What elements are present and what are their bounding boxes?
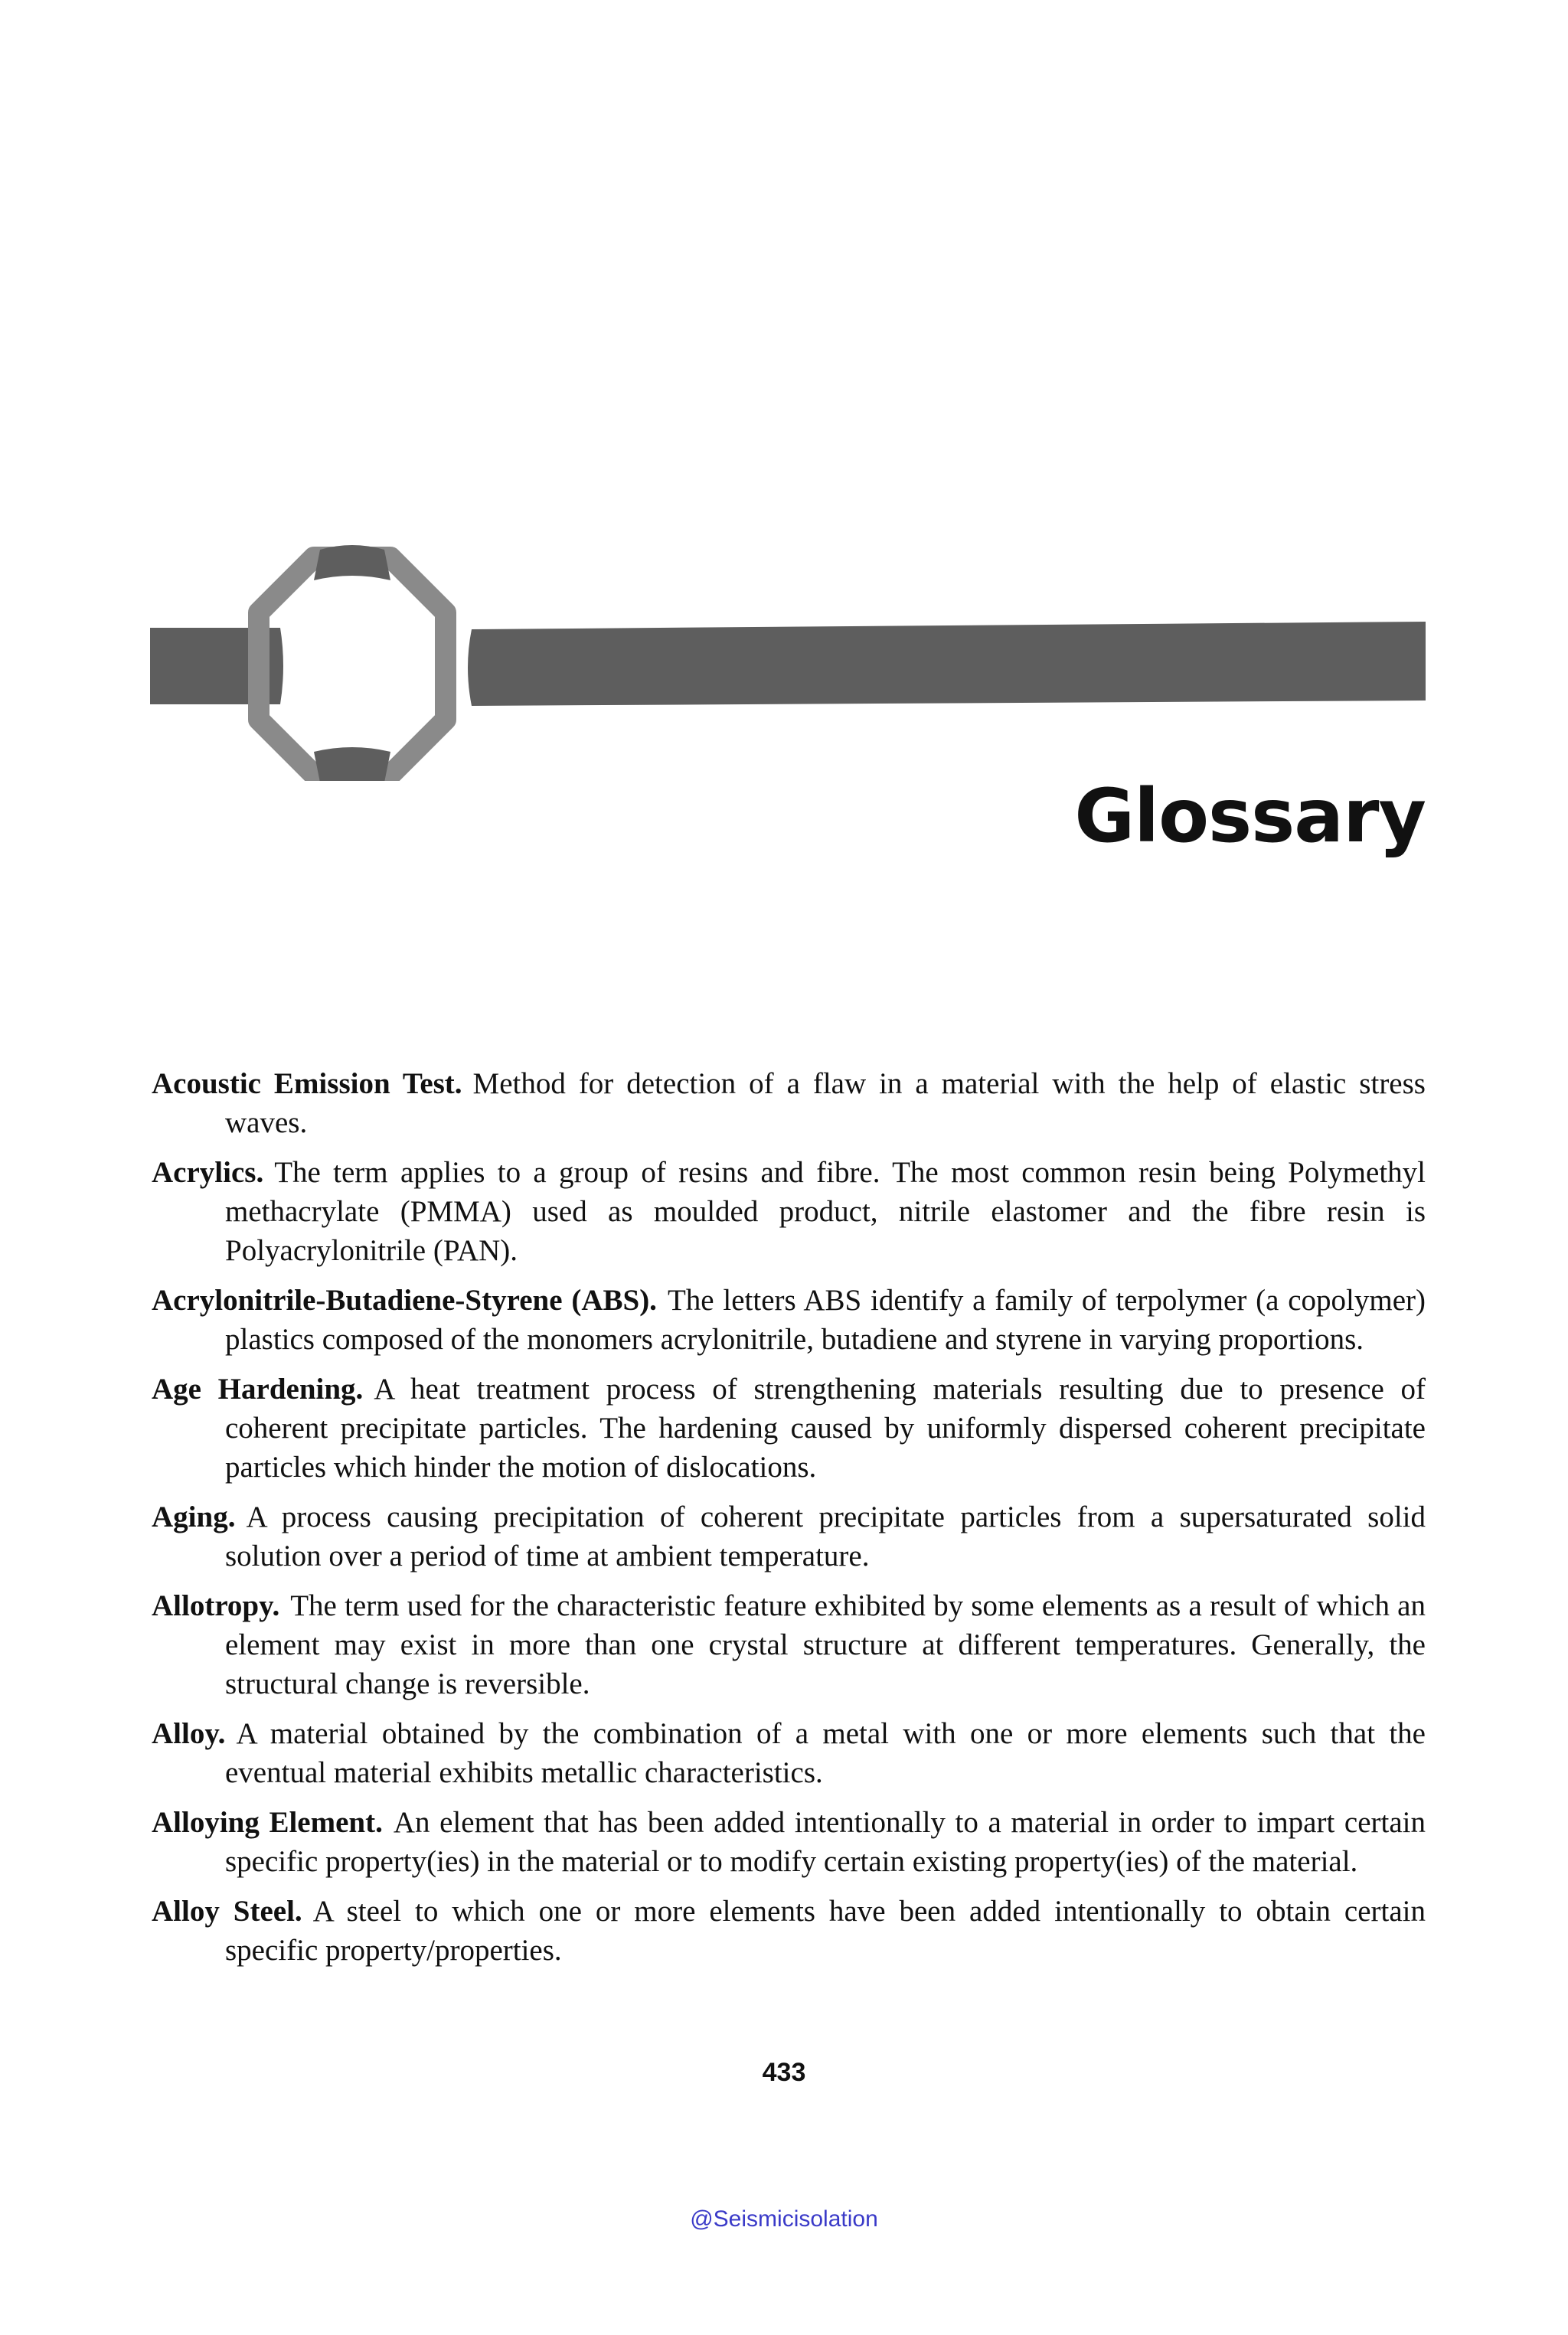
glossary-term: Alloy. <box>152 1717 226 1750</box>
glossary-definition: A material obtained by the combination of a metal with one or more elements such that the eventual material exhibits metallic characteristics. <box>225 1717 1426 1789</box>
chapter-header-graphic <box>150 536 1426 781</box>
glossary-definition: A steel to which one or more elements have been added intentionally to obtain certain specific property/properties. <box>225 1895 1426 1967</box>
glossary-definition: A heat treatment process of strengthening materials resulting due to presence of coherent precipitate particles. The hardening caused by uniformly dispersed coherent precipitate particles which hinder the motion of dislocations. <box>225 1373 1426 1484</box>
glossary-definition: The term used for the characteristic feature exhibited by some elements as a result of which an element may exist in more than one crystal structure at different temperatures. Generally, the structural change is reversible. <box>225 1589 1426 1700</box>
header-ring-notch-bottom <box>314 747 390 781</box>
glossary-entry <box>152 1803 1426 1881</box>
page-title: Glossary <box>1074 773 1426 859</box>
glossary-term: Acrylics. <box>152 1156 264 1189</box>
glossary-term: Alloying Element. <box>152 1806 383 1839</box>
glossary-definition: Method for detection of a flaw in a material with the help of elastic stress waves. <box>225 1067 1426 1139</box>
glossary-term: Acoustic Emission Test. <box>152 1067 462 1100</box>
glossary-entry <box>152 1064 1426 1142</box>
header-ring-icon <box>259 557 446 775</box>
glossary-entry <box>152 1497 1426 1576</box>
glossary-entry <box>152 1370 1426 1487</box>
glossary-term: Aging. <box>152 1501 236 1533</box>
glossary-entry <box>152 1714 1426 1792</box>
glossary-term: Age Hardening. <box>152 1373 364 1406</box>
watermark-link[interactable]: @Seismicisolation <box>690 2206 878 2232</box>
glossary-entry <box>152 1153 1426 1270</box>
glossary-entry <box>152 1281 1426 1359</box>
glossary-entry <box>152 1586 1426 1703</box>
page-number: 433 <box>762 2058 806 2087</box>
header-ring-notch-top <box>314 545 390 580</box>
glossary-definition: An element that has been added intentionally to a material in order to impart certain specific property(ies) in the material or to modify certain existing property(ies) of the material. <box>225 1806 1426 1878</box>
glossary-entry <box>152 1892 1426 1970</box>
glossary-term: Acrylonitrile-Butadiene-Styrene (ABS). <box>152 1284 657 1317</box>
glossary-term: Allotropy. <box>152 1589 280 1622</box>
glossary-definition: A process causing precipitation of coherent precipitate particles from a supersaturated solid solution over a period of time at ambient temperature. <box>225 1501 1426 1572</box>
glossary-list <box>152 1064 1426 1981</box>
glossary-definition: The term applies to a group of resins and fibre. The most common resin being Polymethyl methacrylate (PMMA) used as moulded product, nitrile elastomer and the fibre resin is Polyacrylonitrile (PAN). <box>225 1156 1426 1267</box>
header-bar-right <box>468 622 1426 706</box>
glossary-definition: The letters ABS identify a family of terpolymer (a copolymer) plastics composed of the monomers acrylonitrile, butadiene and styrene in varying proportions. <box>225 1284 1426 1356</box>
glossary-term: Alloy Steel. <box>152 1895 302 1928</box>
